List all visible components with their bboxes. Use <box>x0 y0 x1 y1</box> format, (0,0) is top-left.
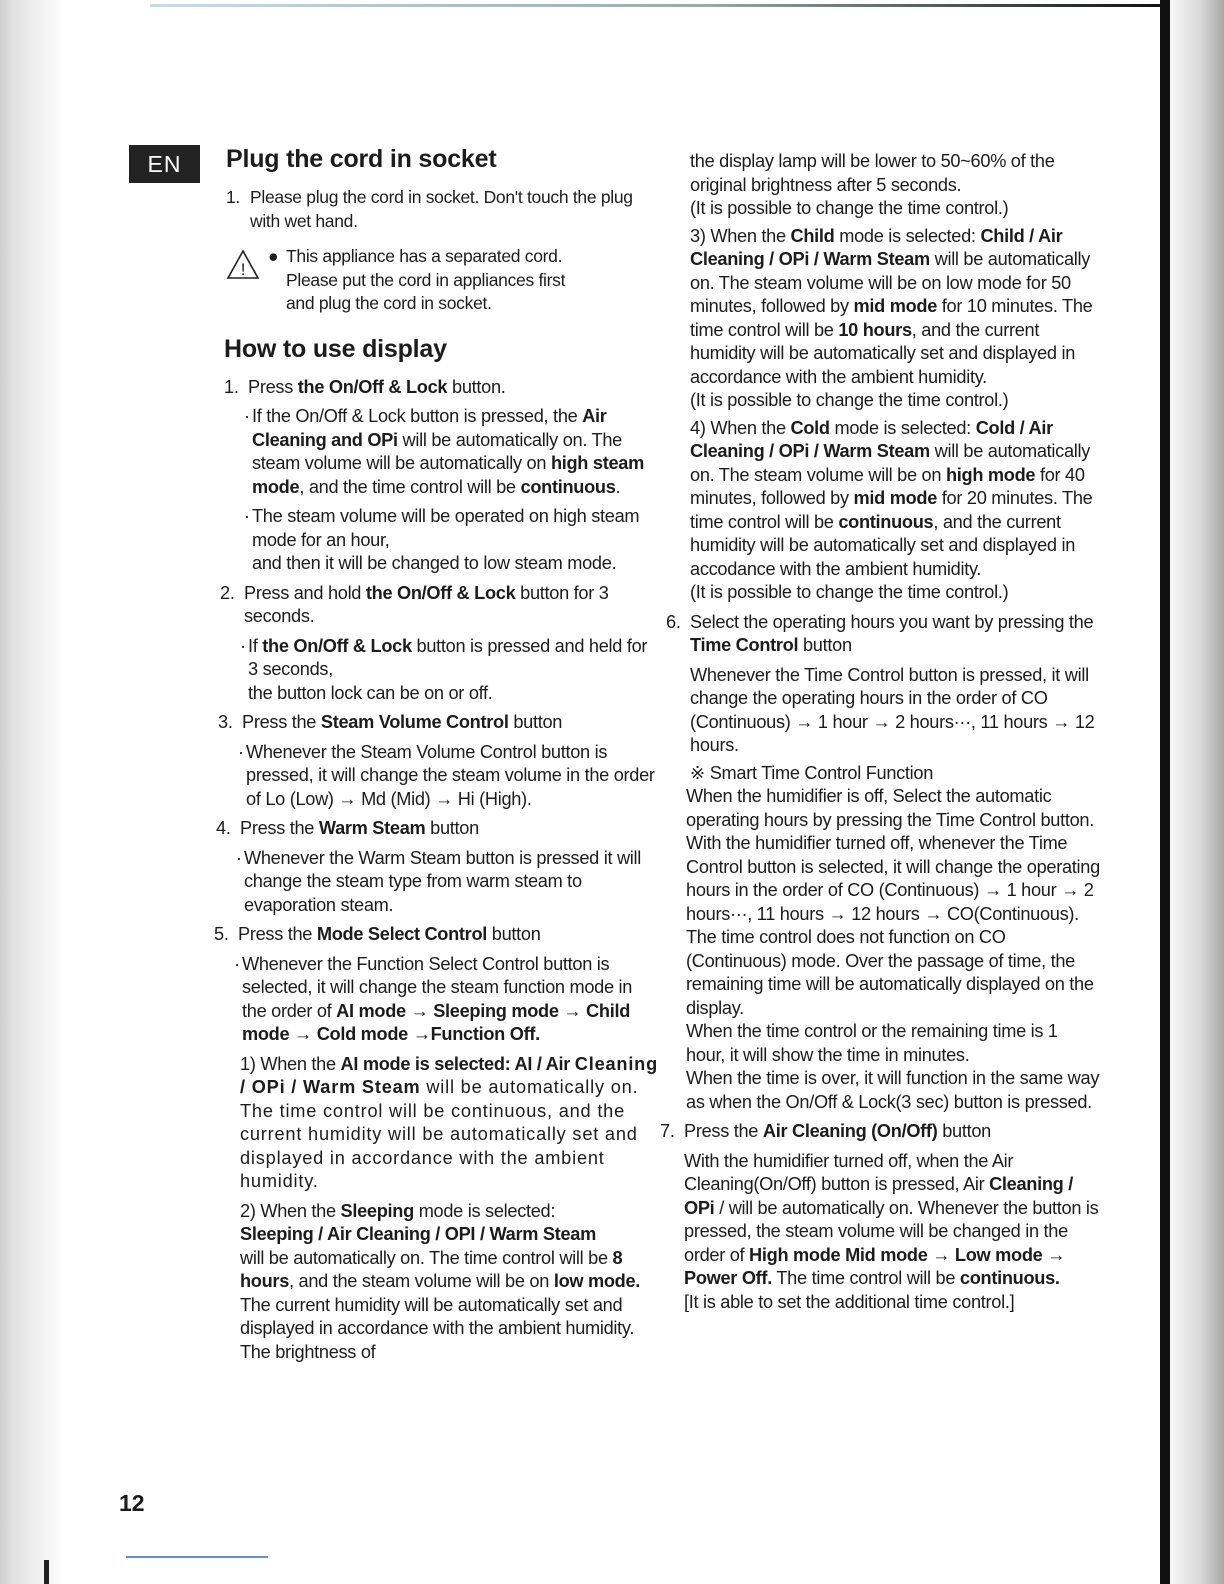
display-step-6 <box>666 611 1100 658</box>
bullet-text: will be automatically on. The steam volume will be automatically on <box>252 429 622 473</box>
bullet-text: Whenever the Warm Steam button is pressed it will change the steam type from warm steam to evaporation steam. <box>244 847 642 915</box>
smart-time-control <box>660 762 1100 1115</box>
paragraph-text: [It is able to set the additional time control.] <box>684 1291 1015 1312</box>
bullet-text-bold: high steam mode <box>252 453 644 497</box>
paragraph-text: 3) When the <box>690 225 791 246</box>
paragraph-text: With the humidifier turned off, whenever the Time Control button is selected, it will change the operating hours in the order of CO (Continuous) → 1 hour → 2 hours···, 11 hours → 12 hours → CO(Continuous). The time control does not function on CO (Continuous) mode. Over the passage of time, the remaining time will be automatically displayed on the display. <box>686 833 1100 1018</box>
step-bullet: · Whenever the Warm Steam button is pressed it will change the steam type from warm steam to evaporation steam. <box>236 847 642 915</box>
paragraph-text: will be automatically on. The time control will be continuous, and the current humidity will be automatically set and displayed in accordance with the ambient humidity. <box>240 1077 639 1191</box>
step-text: button <box>487 924 541 944</box>
paragraph-text-bold: Sleeping <box>340 1200 414 1221</box>
language-badge: EN <box>129 145 200 183</box>
paragraph-text-bold: Cold <box>790 417 830 438</box>
step-text: button <box>798 635 852 655</box>
paragraph-text-bold: mid mode <box>853 488 938 508</box>
svg-text:!: ! <box>240 260 246 279</box>
bullet-text: Whenever the Steam Volume Control button is pressed, it will change the steam volume in the order of Lo (Low) → Md (Mid) → Hi (High). <box>246 741 655 809</box>
step-bullet: · Whenever the Steam Volume Control button is pressed, it will change the steam volume in the order of Lo (Low) → Md (Mid) → Hi (High). <box>238 741 655 809</box>
bullet-text: Whenever the Function Select Control button is selected, it will change the steam function mode in the order of <box>242 953 633 1021</box>
paragraph-text-bold: Cleaning / OPi / Warm Steam <box>240 1053 658 1097</box>
step-text: Select the operating hours you want by pressing the <box>690 611 1094 632</box>
paragraph-text-bold: high mode <box>945 464 1036 485</box>
scan-bottom-edge <box>126 1556 268 1558</box>
caution-triangle-icon <box>226 249 260 281</box>
paragraph-text: mode is selected: <box>829 417 971 438</box>
continued-paragraph <box>660 150 1100 221</box>
step-number: 5. <box>214 924 229 944</box>
step-number: 6. <box>666 611 681 632</box>
paragraph-text-bold: 10 hours <box>838 319 912 340</box>
step-text: Press the <box>684 1121 763 1141</box>
paragraph-text: Whenever the Time Control button is pressed, it will change the operating hours in the order of CO (Continuous) → 1 hour → 2 hours···, 11 hours → 12 hours. <box>690 664 1095 755</box>
paragraph-text-bold: Sleeping / Air Cleaning / OPI / Warm Steam <box>240 1224 596 1244</box>
paragraph-text: With the humidifier turned off, when the Air Cleaning(On/Off) button is pressed, Air <box>684 1150 1014 1194</box>
caution-line: and plug the cord in socket. <box>286 293 492 313</box>
step-text-bold: the On/Off & Lock <box>297 376 448 397</box>
right-column <box>660 150 1100 1320</box>
step-text: Press the <box>238 924 317 944</box>
caution-bullet: ● <box>268 246 279 266</box>
plug-step-1 <box>226 186 658 233</box>
paragraph-text: The current humidity will be automatically set and displayed in accordance with the ambient humidity. The brightness of <box>240 1294 635 1362</box>
paragraph-text-bold: low mode. <box>553 1271 641 1291</box>
paragraph-text: (It is possible to change the time control.) <box>690 390 1009 410</box>
paragraph-text-bold: continuous. <box>959 1268 1060 1288</box>
paragraph-text: / will be automatically on. Whenever the button is pressed, the steam volume will be changed in the order of <box>684 1197 1099 1265</box>
bullet-text-bold: continuous <box>520 476 616 497</box>
step-number: 1. <box>226 187 240 207</box>
caution-line: Please put the cord in appliances first <box>286 269 566 290</box>
paragraph-text: When the time is over, it will function in the same way as when the On/Off & Lock(3 sec) button is pressed. <box>686 1068 1100 1112</box>
paragraph-text: , and the steam volume will be on <box>289 1271 554 1291</box>
mode-sleeping-paragraph <box>212 1200 658 1365</box>
left-column <box>214 140 658 1370</box>
smart-time-title: ※ Smart Time Control Function <box>690 762 934 783</box>
step-text: button <box>508 712 563 732</box>
bullet-text-bold: the On/Off & Lock <box>262 635 412 656</box>
paragraph-text: (It is possible to change the time control.) <box>690 198 1009 218</box>
paragraph-text-bold: Child / Air Cleaning / OPi / Warm Steam <box>690 225 1063 269</box>
bullet-text: and then it will be changed to low steam mode. <box>252 553 617 573</box>
paragraph-text: will be automatically on. The steam volume will be on low mode for 50 minutes, followed by <box>690 249 1091 316</box>
step-text: button. <box>447 376 506 397</box>
paragraph-text-bold: High mode Mid mode → Low mode → Power Off. <box>684 1244 1066 1288</box>
bullet-text: the button lock can be on or off. <box>248 682 493 703</box>
paragraph-text: 4) When the <box>690 417 791 438</box>
binding-mark <box>44 1560 49 1584</box>
step-text: Press the <box>240 818 319 838</box>
caution-note <box>218 245 658 316</box>
section-title-display: How to use display <box>224 334 447 363</box>
paragraph-text-bold: continuous <box>838 511 934 532</box>
paragraph-text: for 40 minutes, followed by <box>690 464 1085 508</box>
paragraph-text: , and the current humidity will be automatically set and displayed in accordance with the ambient humidity. <box>690 319 1076 387</box>
paragraph-text: mode is selected: <box>413 1200 556 1221</box>
step-text-bold: Warm Steam <box>318 818 426 838</box>
display-step-4 <box>216 817 658 841</box>
bullet-text: If <box>248 635 263 656</box>
paragraph-text: for 10 minutes. The time control will be <box>690 296 1093 340</box>
paragraph-text: When the humidifier is off, Select the automatic operating hours by pressing the Time Control button. <box>686 786 1095 830</box>
step-text: Please plug the cord in socket. Don't touch the plug with wet hand. <box>250 187 633 231</box>
step-bullet: · If the On/Off & Lock button is pressed and held for 3 seconds, the button lock can be on or off. <box>220 635 658 706</box>
paragraph-text-bold: Cold / Air Cleaning / OPi / Warm Steam <box>690 417 1053 461</box>
step-text-bold: Steam Volume Control <box>320 712 509 732</box>
bullet-text: If the On/Off & Lock button is pressed, the <box>252 406 583 426</box>
paragraph-text: the display lamp will be lower to 50~60% of the original brightness after 5 seconds. <box>690 151 1055 195</box>
step-bullet: · The steam volume will be operated on high steam mode for an hour, and then it will be changed to low steam mode. <box>224 505 658 576</box>
page-edge-left <box>0 0 66 1584</box>
step-text: Press and hold <box>244 582 366 603</box>
step-text-bold: the On/Off & Lock <box>365 582 516 603</box>
bullet-text: The steam volume will be operated on high steam mode for an hour, <box>252 506 640 550</box>
paragraph-text: (It is possible to change the time control.) <box>690 582 1009 602</box>
step-number: 7. <box>660 1121 675 1141</box>
paragraph-text: 1) When the <box>240 1053 341 1074</box>
mode-ai-paragraph <box>212 1053 658 1194</box>
bullet-text-bold: Air Cleaning and OPi <box>252 406 607 450</box>
step-bullet: · If the On/Off & Lock button is pressed, the Air Cleaning and OPi will be automatically on. The steam volume will be automatically on high steam mode, and the time control will be continuous. <box>244 406 644 497</box>
step-text-bold: Time Control <box>690 635 799 655</box>
step-bullet: · Whenever the Function Select Control button is selected, it will change the steam function mode in the order of AI mode → Sleeping mode → Child mode → Cold mode →Function Off. <box>234 953 633 1044</box>
scan-top-edge <box>150 4 1160 7</box>
paragraph-text: 2) When the <box>240 1200 341 1221</box>
bullet-text: . <box>615 476 621 497</box>
paragraph-text-bold: AI mode is selected: AI / Air <box>340 1053 571 1074</box>
bullet-text: , and the time control will be <box>299 476 521 497</box>
paragraph-text-bold: Child <box>790 225 835 246</box>
section-title-plug: Plug the cord in socket <box>226 145 497 173</box>
bullet-text-bold: AI mode → Sleeping mode → Child mode → Cold mode →Function Off. <box>242 1000 631 1044</box>
step-text: Press the <box>242 712 321 732</box>
time-control-paragraph <box>660 664 1100 758</box>
paragraph-text: will be automatically on. The steam volume will be on <box>690 441 1091 485</box>
paragraph-text: for 20 minutes. The time control will be <box>690 488 1093 532</box>
display-step-7 <box>660 1120 1100 1144</box>
paragraph-text: mode is selected: <box>834 225 981 246</box>
mode-cold-paragraph <box>660 417 1100 605</box>
paragraph-text-bold: 8 hours <box>240 1247 623 1291</box>
step-number: 4. <box>216 818 231 838</box>
step-text: button <box>425 818 479 838</box>
step-text: Press <box>248 376 298 397</box>
page-number: 12 <box>119 1490 145 1516</box>
paragraph-text: When the time control or the remaining time is 1 hour, it will show the time in minutes. <box>686 1021 1058 1065</box>
step-number: 3. <box>218 712 233 732</box>
step-text-bold: Mode Select Control <box>316 924 488 944</box>
air-cleaning-paragraph <box>660 1150 1100 1315</box>
step-text: button <box>937 1121 991 1141</box>
paragraph-text: will be automatically on. The time control will be <box>240 1247 613 1268</box>
step-text-bold: Air Cleaning (On/Off) <box>762 1121 938 1141</box>
display-step-5 <box>214 923 658 947</box>
step-number: 2. <box>220 582 235 603</box>
display-step-1 <box>224 376 658 400</box>
paragraph-text-bold: Cleaning / OPi <box>684 1174 1073 1218</box>
display-step-2 <box>220 582 658 629</box>
mode-child-paragraph <box>660 225 1100 413</box>
paragraph-text: The time control will be <box>771 1268 960 1288</box>
caution-line: This appliance has a separated cord. <box>286 246 563 266</box>
paragraph-text-bold: mid mode <box>853 296 938 316</box>
step-number: 1. <box>224 376 239 397</box>
paragraph-text: , and the current humidity will be automatically set and displayed in accodance with the ambient humidity. <box>690 511 1076 579</box>
page-fold-shadow <box>1160 0 1170 1584</box>
display-step-3 <box>218 711 658 735</box>
bullet-text: button is pressed and held for 3 seconds, <box>248 635 648 679</box>
step-text: button for 3 seconds. <box>244 582 609 626</box>
